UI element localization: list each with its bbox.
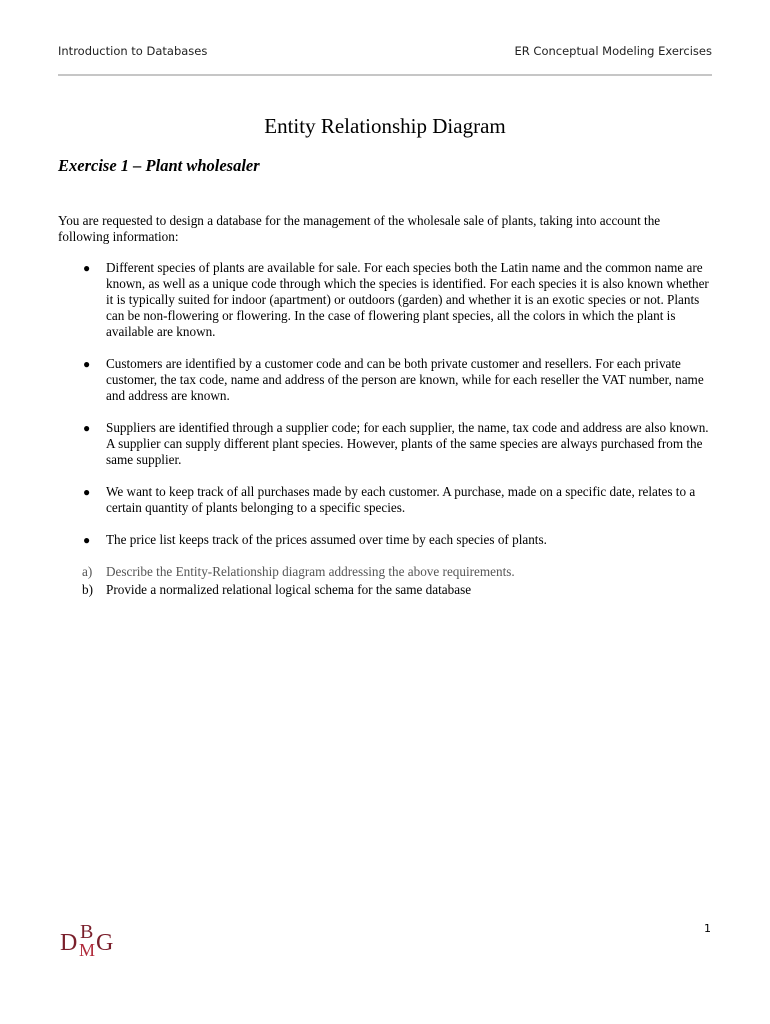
requirement-text: Different species of plants are available for sale. For each species both the Latin name and the common name are known, as well as a unique code through which the species is identified. For each species it is also known whether it is typically suited for indoor (apartment) or outdoors (garden) and whether it is an exotic species or not. Plants can be non-flowering or flowering. In the case of flowering plant species, all the colors in which the plant is available are known. — [106, 260, 709, 339]
requirement-item — [58, 420, 714, 468]
bullet-icon: ● — [83, 533, 91, 547]
requirements-list — [58, 260, 714, 548]
question-label: b) — [82, 582, 93, 597]
bullet-icon: ● — [83, 261, 91, 275]
logo-letter-b: B — [80, 921, 94, 943]
requirement-text: The price list keeps track of the prices assumed over time by each species of plants. — [106, 532, 547, 547]
requirement-text: Customers are identified by a customer code and can be both private customer and resellers. For each private customer, the tax code, name and address of the person are known, while for each reseller the VAT number, name and address are known. — [106, 356, 704, 403]
question-item — [58, 582, 714, 598]
requirement-text: Suppliers are identified through a supplier code; for each supplier, the name, tax code and address are also known. A supplier can supply different plant species. However, plants of the same species are always purchased from the same supplier. — [106, 420, 709, 467]
bullet-icon: ● — [83, 421, 91, 435]
header-section-title: ER Conceptual Modeling Exercises — [514, 44, 712, 58]
dbmg-logo — [60, 922, 124, 964]
logo-letter-g: G — [96, 930, 114, 956]
requirement-item — [58, 260, 714, 340]
page-header — [58, 44, 712, 76]
page-number: 1 — [704, 922, 711, 935]
requirement-item — [58, 532, 714, 548]
exercise-heading: Exercise 1 – Plant wholesaler — [58, 156, 260, 175]
questions-list — [58, 564, 714, 598]
question-text: Provide a normalized relational logical schema for the same database — [106, 582, 472, 597]
requirement-text: We want to keep track of all purchases made by each customer. A purchase, made on a specific date, relates to a certain quantity of plants belonging to a specific species. — [106, 484, 696, 515]
requirement-item — [58, 356, 714, 404]
intro-paragraph: You are requested to design a database for the management of the wholesale sale of plants, taking into account the following information: — [58, 213, 661, 244]
question-item — [58, 564, 714, 580]
question-label: a) — [82, 564, 93, 579]
logo-letter-d: D — [60, 930, 78, 956]
bullet-icon: ● — [83, 357, 91, 371]
requirement-item — [58, 484, 714, 516]
logo-letter-m: M — [79, 940, 96, 960]
bullet-icon: ● — [83, 485, 91, 499]
header-course-title: Introduction to Databases — [58, 44, 208, 58]
exercise-body — [58, 213, 714, 600]
document-title: Entity Relationship Diagram — [264, 114, 506, 138]
question-text: Describe the Entity-Relationship diagram addressing the above requirements. — [106, 564, 515, 579]
